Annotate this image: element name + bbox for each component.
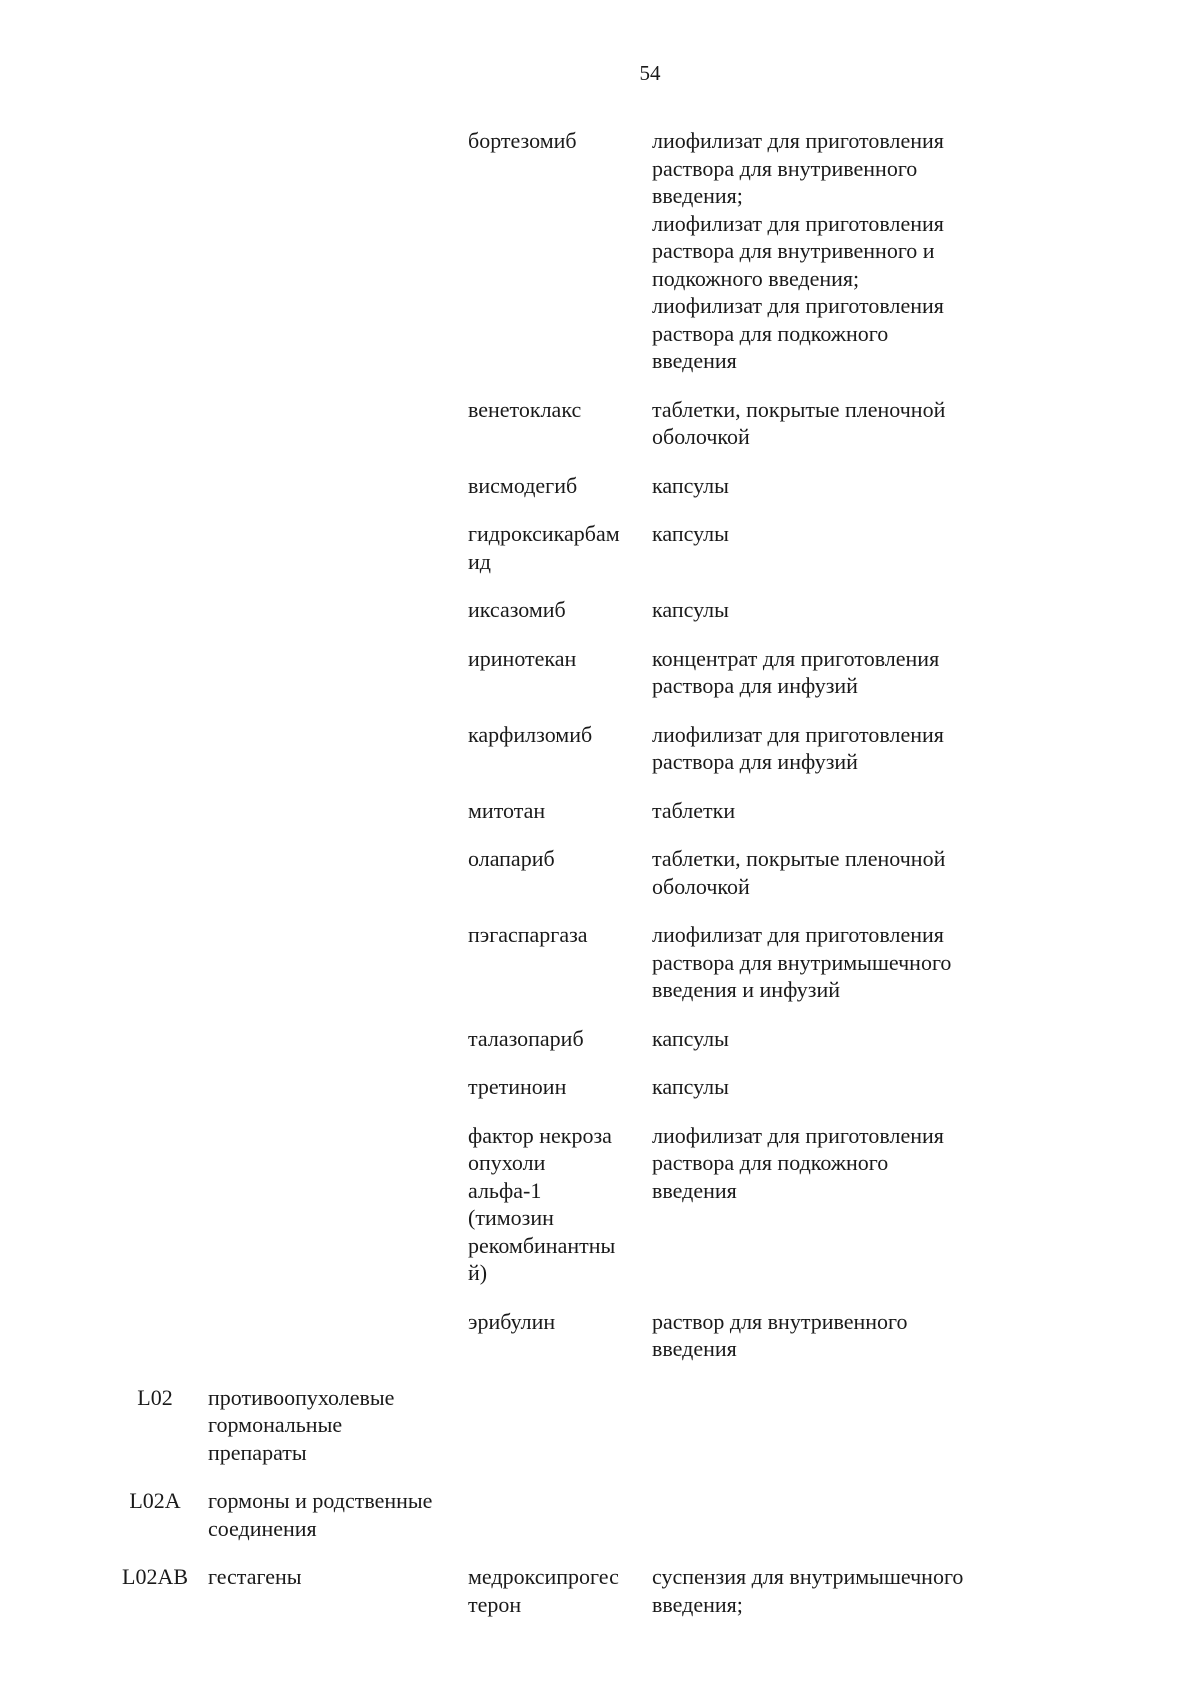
drug-name-cell (468, 845, 640, 873)
drug-name-line: медроксипрогес (468, 1564, 619, 1589)
drug-name-line: рекомбинантны (468, 1232, 616, 1258)
dosage-form-line: введения; (652, 1591, 743, 1617)
dosage-form-line: введения (652, 348, 737, 373)
atc-group-line: соединения (208, 1515, 317, 1541)
drug-name-line: опухоли (468, 1150, 546, 1175)
drug-name-cell (468, 596, 640, 624)
table-row (0, 721, 1200, 776)
dosage-form-line: раствора для внутривенного и (652, 238, 935, 263)
atc-code-cell (118, 1384, 192, 1412)
dosage-form-line: раствора для внутривенного (652, 155, 918, 181)
atc-group-cell (208, 1384, 468, 1467)
dosage-form-cell (652, 1308, 1002, 1363)
table-row (0, 1025, 1200, 1053)
drug-name-line: альфа-1 (468, 1177, 542, 1203)
drug-name-cell (468, 1308, 640, 1336)
drug-name-cell (468, 1073, 640, 1101)
dosage-form-line: оболочкой (652, 424, 750, 449)
dosage-form-cell (652, 845, 1002, 900)
table-row (0, 1384, 1200, 1467)
dosage-form-line: введения (652, 1336, 737, 1361)
drug-name-line: терон (468, 1591, 522, 1617)
dosage-form-cell (652, 1025, 1002, 1053)
dosage-form-line: таблетки, покрытые пленочной (652, 396, 946, 422)
atc-group-line: препараты (208, 1439, 307, 1465)
drug-name-line: фактор некроза (468, 1122, 612, 1148)
atc-group-cell (208, 1487, 468, 1542)
table-row (0, 845, 1200, 900)
table-row (0, 396, 1200, 451)
table-row (0, 797, 1200, 825)
dosage-form-line: лиофилизат для приготовления (652, 210, 944, 236)
dosage-form-line: введения и инфузий (652, 977, 841, 1002)
dosage-form-line: капсулы (652, 472, 729, 498)
drug-name-line: гидроксикарбам (468, 521, 620, 546)
drug-name-cell (468, 520, 640, 575)
dosage-form-line: капсулы (652, 1074, 729, 1099)
dosage-form-line: капсулы (652, 597, 729, 622)
table-row (0, 1308, 1200, 1363)
dosage-form-line: лиофилизат для приготовления (652, 721, 944, 747)
dosage-form-cell (652, 520, 1002, 548)
atc-code: L02 (137, 1384, 173, 1410)
dosage-form-cell (652, 396, 1002, 451)
table-row (0, 472, 1200, 500)
dosage-form-line: оболочкой (652, 873, 750, 899)
drug-name-line: карфилзомиб (468, 721, 593, 747)
atc-group-cell (208, 1563, 468, 1591)
drug-name-cell (468, 645, 640, 673)
drug-name-line: эрибулин (468, 1308, 556, 1334)
dosage-form-cell (652, 472, 1002, 500)
drug-name-cell (468, 797, 640, 825)
atc-group-line: гестагены (208, 1564, 302, 1589)
drug-name-line: венетоклакс (468, 396, 582, 422)
dosage-form-line: концентрат для приготовления (652, 645, 940, 671)
dosage-form-line: раствора для подкожного (652, 320, 889, 346)
dosage-form-cell (652, 1122, 1002, 1205)
dosage-form-cell (652, 721, 1002, 776)
drug-name-line: (тимозин (468, 1205, 554, 1230)
drug-name-cell (468, 1122, 640, 1287)
dosage-form-line: раствора для инфузий (652, 749, 858, 774)
drug-name-line: иринотекан (468, 645, 577, 671)
atc-code: L02AB (122, 1564, 188, 1589)
dosage-form-cell (652, 797, 1002, 825)
atc-code-cell (118, 1487, 192, 1515)
table-row (0, 520, 1200, 575)
drug-name-cell (468, 721, 640, 749)
dosage-form-line: лиофилизат для приготовления (652, 293, 944, 318)
dosage-form-cell (652, 127, 1002, 375)
drug-name-cell (468, 1025, 640, 1053)
atc-group-line: гормональные (208, 1412, 343, 1437)
dosage-form-line: подкожного введения; (652, 265, 860, 291)
drug-name-cell (468, 127, 640, 155)
dosage-form-line: таблетки (652, 797, 736, 823)
dosage-form-line: введения (652, 1177, 737, 1203)
drug-name-line: висмодегиб (468, 472, 578, 498)
drug-table (0, 127, 1200, 1639)
page-number: 54 (639, 61, 661, 85)
drug-name-cell (468, 1563, 640, 1618)
atc-code: L02A (129, 1488, 181, 1513)
atc-code-cell (118, 1563, 192, 1591)
drug-name-line: третиноин (468, 1074, 567, 1099)
dosage-form-cell (652, 921, 1002, 1004)
atc-group-line: противоопухолевые (208, 1384, 395, 1410)
dosage-form-line: раствора для внутримышечного (652, 949, 952, 975)
dosage-form-line: таблетки, покрытые пленочной (652, 846, 946, 871)
dosage-form-cell (652, 645, 1002, 700)
table-row (0, 645, 1200, 700)
drug-name-cell (468, 921, 640, 949)
table-row (0, 1073, 1200, 1101)
dosage-form-cell (652, 1073, 1002, 1101)
dosage-form-cell (652, 596, 1002, 624)
dosage-form-line: суспензия для внутримышечного (652, 1564, 964, 1589)
dosage-form-cell (652, 1563, 1002, 1618)
drug-name-line: иксазомиб (468, 597, 566, 622)
dosage-form-line: лиофилизат для приготовления (652, 922, 944, 947)
drug-name-line: бортезомиб (468, 128, 577, 153)
dosage-form-line: введения; (652, 183, 743, 208)
table-row (0, 1122, 1200, 1287)
drug-name-line: талазопариб (468, 1025, 584, 1051)
drug-name-line: митотан (468, 797, 546, 823)
table-row (0, 596, 1200, 624)
table-row (0, 1487, 1200, 1542)
dosage-form-line: раствор для внутривенного (652, 1308, 908, 1334)
dosage-form-line: раствора для подкожного (652, 1150, 889, 1175)
atc-group-line: гормоны и родственные (208, 1488, 433, 1513)
dosage-form-line: лиофилизат для приготовления (652, 128, 944, 153)
table-row (0, 1563, 1200, 1618)
dosage-form-line: раствора для инфузий (652, 673, 858, 698)
table-row (0, 127, 1200, 375)
dosage-form-line: лиофилизат для приготовления (652, 1122, 944, 1148)
drug-name-line: й) (468, 1260, 488, 1285)
dosage-form-line: капсулы (652, 521, 729, 546)
drug-name-line: олапариб (468, 846, 555, 871)
drug-name-cell (468, 396, 640, 424)
drug-name-line: ид (468, 548, 491, 574)
drug-name-cell (468, 472, 640, 500)
dosage-form-line: капсулы (652, 1025, 729, 1051)
drug-name-line: пэгаспаргаза (468, 922, 588, 947)
table-row (0, 921, 1200, 1004)
